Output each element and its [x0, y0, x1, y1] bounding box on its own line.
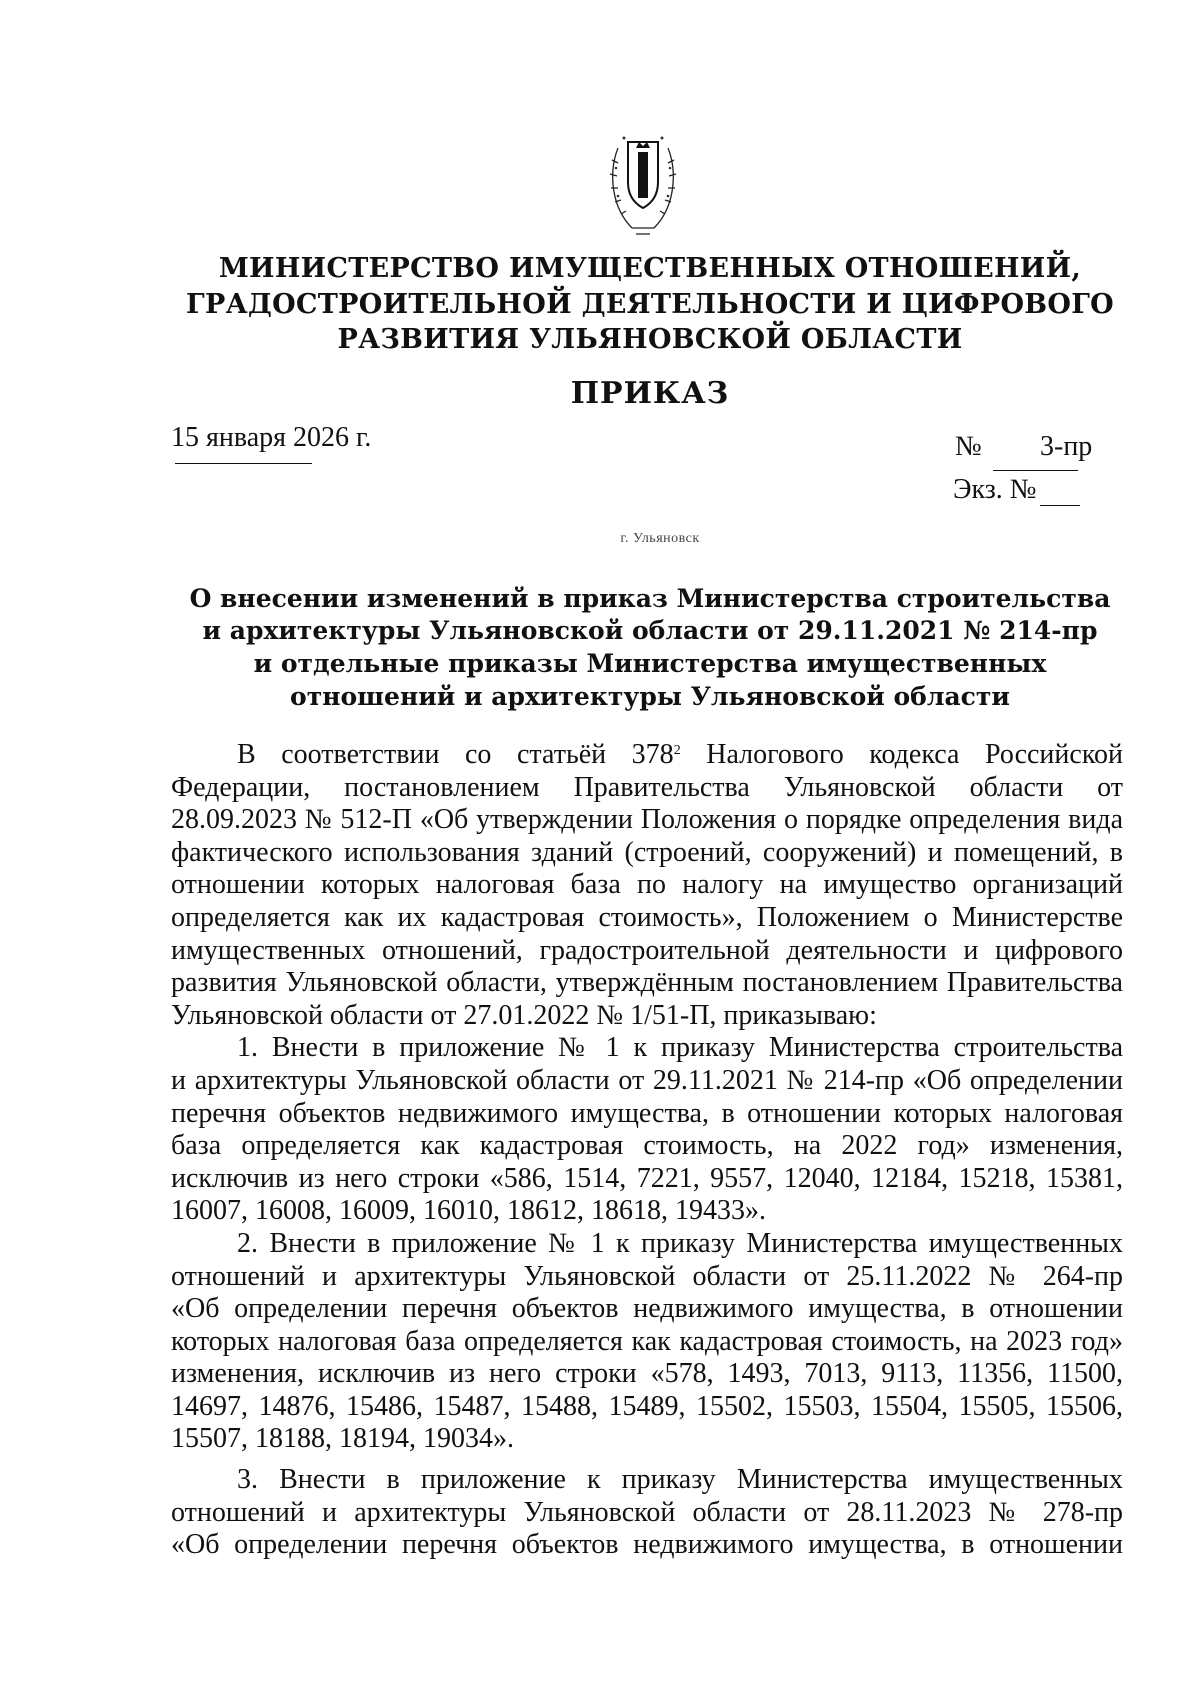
body-line: Ульяновской области от 27.01.2022 № 1/51-П, приказываю: — [171, 999, 877, 1031]
item-2-line: «Об определении перечня объектов недвижимого имущества, в отношении — [171, 1293, 1123, 1325]
item-1-line: и архитектуры Ульяновской области от 29.11.2021 № 214-пр «Об определении — [171, 1064, 1123, 1096]
body-line: отношении которых налоговая база по налогу на имущество организаций — [171, 869, 1123, 901]
subject-line-4: отношений и архитектуры Ульяновской области — [290, 682, 1010, 711]
body-line: развития Ульяновской области, утверждённым постановлением Правительства — [171, 967, 1123, 999]
order-number-value: 3-пр — [1040, 431, 1093, 462]
item-3-line: «Об определении перечня объектов недвижимого имущества, в отношении — [171, 1529, 1123, 1561]
footnote-superscript: 2 — [673, 743, 681, 758]
body-line: В соответствии со статьёй $378^2$ Налогового кодекса Российской — [237, 739, 1123, 770]
item-3-line: 3. Внести в приложение к приказу Министерства имущественных — [237, 1464, 1123, 1496]
body-line: определяется как их кадастровая стоимость», Положением о Министерстве — [171, 901, 1123, 933]
ministry-name-line-3: РАЗВИТИЯ УЛЬЯНОВСКОЙ ОБЛАСТИ — [337, 324, 963, 355]
item-1-line: 1. Внести в приложение № 1 к приказу Министерства строительства — [237, 1032, 1123, 1064]
document-type-title: ПРИКАЗ — [570, 376, 730, 411]
subject-line-3: и отдельные приказы Министерства имущественных — [253, 649, 1047, 678]
city: г. Ульяновск — [620, 531, 700, 546]
body-line: имущественных отношений, градостроительной деятельности и цифрового — [171, 934, 1123, 966]
ministry-name-line-1: МИНИСТЕРСТВО ИМУЩЕСТВЕННЫХ ОТНОШЕНИЙ, — [218, 253, 1082, 284]
item-3-line: отношений и архитектуры Ульяновской области от 28.11.2023 № 278-пр — [171, 1496, 1123, 1528]
item-2-line: 14697, 14876, 15486, 15487, 15488, 15489, 15502, 15503, 15504, 15505, 15506, — [171, 1390, 1123, 1422]
copy-number-label: Экз. № — [953, 474, 1037, 505]
body-line: 28.09.2023 № 512-П «Об утверждении Положения о порядке определения вида — [171, 804, 1123, 836]
item-2-line: 15507, 18188, 18194, 19034». — [171, 1423, 514, 1455]
date-underline — [175, 463, 312, 464]
order-number-label: № — [955, 431, 982, 462]
number-underline — [993, 470, 1078, 471]
item-1-line: 16007, 16008, 16009, 16010, 18612, 18618, 19433». — [171, 1195, 766, 1227]
item-1-line: перечня объектов недвижимого имущества, в отношении которых налоговая — [171, 1097, 1123, 1129]
ministry-name-line-2: ГРАДОСТРОИТЕЛЬНОЙ ДЕЯТЕЛЬНОСТИ И ЦИФРОВОГО — [186, 289, 1114, 320]
subject-line-2: и архитектуры Ульяновской области от 29.11.2021 № 214-пр — [202, 616, 1098, 645]
body-line: Федерации, постановлением Правительства Ульяновской области от — [171, 771, 1123, 803]
item-2-line: отношений и архитектуры Ульяновской области от 25.11.2022 № 264-пр — [171, 1260, 1123, 1292]
item-1-line: исключив из него строки «586, 1514, 7221, 9557, 12040, 12184, 15218, 15381, — [171, 1162, 1123, 1194]
copy-number-underline — [1040, 505, 1080, 506]
item-2-line: 2. Внести в приложение № 1 к приказу Министерства имущественных — [237, 1227, 1123, 1259]
coat-of-arms-icon — [598, 130, 688, 240]
body-line: фактического использования зданий (строений, сооружений) и помещений, в — [171, 836, 1123, 868]
order-body — [171, 739, 1123, 1562]
order-date: 15 января 2026 г. — [171, 422, 372, 453]
subject-line-1: О внесении изменений в приказ Министерства строительства — [189, 584, 1111, 613]
item-2-line: изменения, исключив из него строки «578, 1493, 7013, 9113, 11356, 11500, — [171, 1358, 1123, 1390]
item-2-line: которых налоговая база определяется как кадастровая стоимость, на 2023 год» — [171, 1325, 1123, 1357]
item-1-line: база определяется как кадастровая стоимость, на 2022 год» изменения, — [171, 1130, 1123, 1162]
